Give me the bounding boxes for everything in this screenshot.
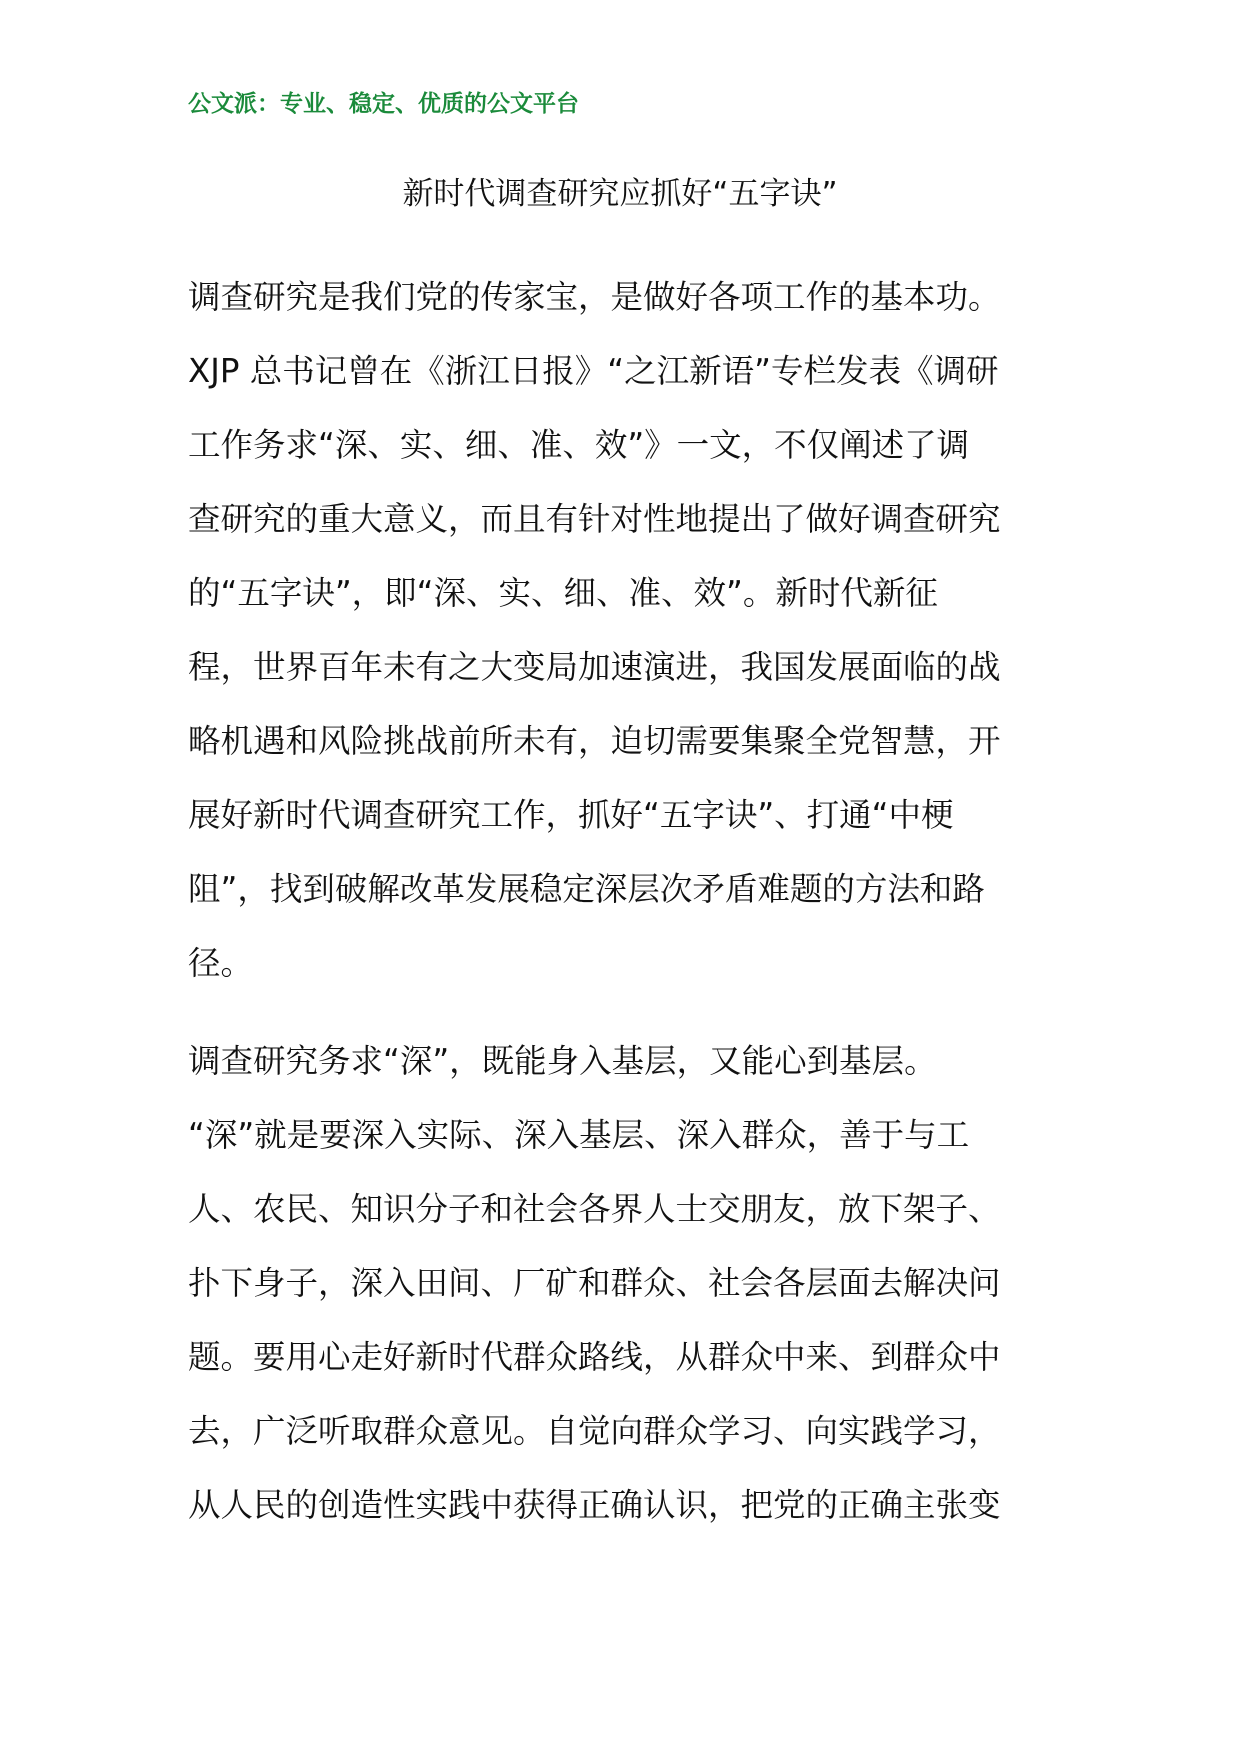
paragraph-line: 工作务求“深、实、细、准、效”》一文，不仅阐述了调 (188, 426, 970, 464)
paragraph-line: 查研究的重大意义，而且有针对性地提出了做好调查研究 (188, 500, 1001, 538)
header-banner: 公文派：专业、稳定、优质的公文平台 (188, 91, 579, 117)
paragraph-2 (188, 1024, 1078, 1542)
paragraph-line: 人、农民、知识分子和社会各界人士交朋友，放下架子、 (188, 1190, 1001, 1228)
paragraph-line: 调查研究务求“深”，既能身入基层，又能心到基层。 (188, 1042, 937, 1080)
paragraph-line: 调查研究是我们党的传家宝，是做好各项工作的基本功。 (188, 278, 1001, 316)
paragraph-line: 径。 (188, 944, 254, 982)
paragraph-line: 扑下身子，深入田间、厂矿和群众、社会各层面去解决问 (188, 1264, 1001, 1302)
paragraph-line: 展好新时代调查研究工作，抓好“五字诀”、打通“中梗 (188, 796, 954, 834)
document-title: 新时代调查研究应抓好“五字诀” (402, 176, 838, 212)
paragraph-1 (188, 260, 1078, 1000)
paragraph-line: 略机遇和风险挑战前所未有，迫切需要集聚全党智慧，开 (188, 722, 1001, 760)
paragraph-line: 题。要用心走好新时代群众路线，从群众中来、到群众中 (188, 1338, 1001, 1376)
paragraph-line: “深”就是要深入实际、深入基层、深入群众，善于与工 (188, 1116, 970, 1154)
paragraph-line: 阻”，找到破解改革发展稳定深层次矛盾难题的方法和路 (188, 870, 985, 908)
paragraph-line: 从人民的创造性实践中获得正确认识，把党的正确主张变 (188, 1486, 1001, 1524)
paragraph-line: 程，世界百年未有之大变局加速演进，我国发展面临的战 (188, 648, 1001, 686)
paragraph-line: 去，广泛听取群众意见。自觉向群众学习、向实践学习， (188, 1412, 1001, 1450)
paragraph-line: 的“五字诀”，即“深、实、细、准、效”。新时代新征 (188, 574, 938, 612)
paragraph-line: XJP 总书记曾在《浙江日报》“之江新语”专栏发表《调研 (188, 352, 999, 390)
